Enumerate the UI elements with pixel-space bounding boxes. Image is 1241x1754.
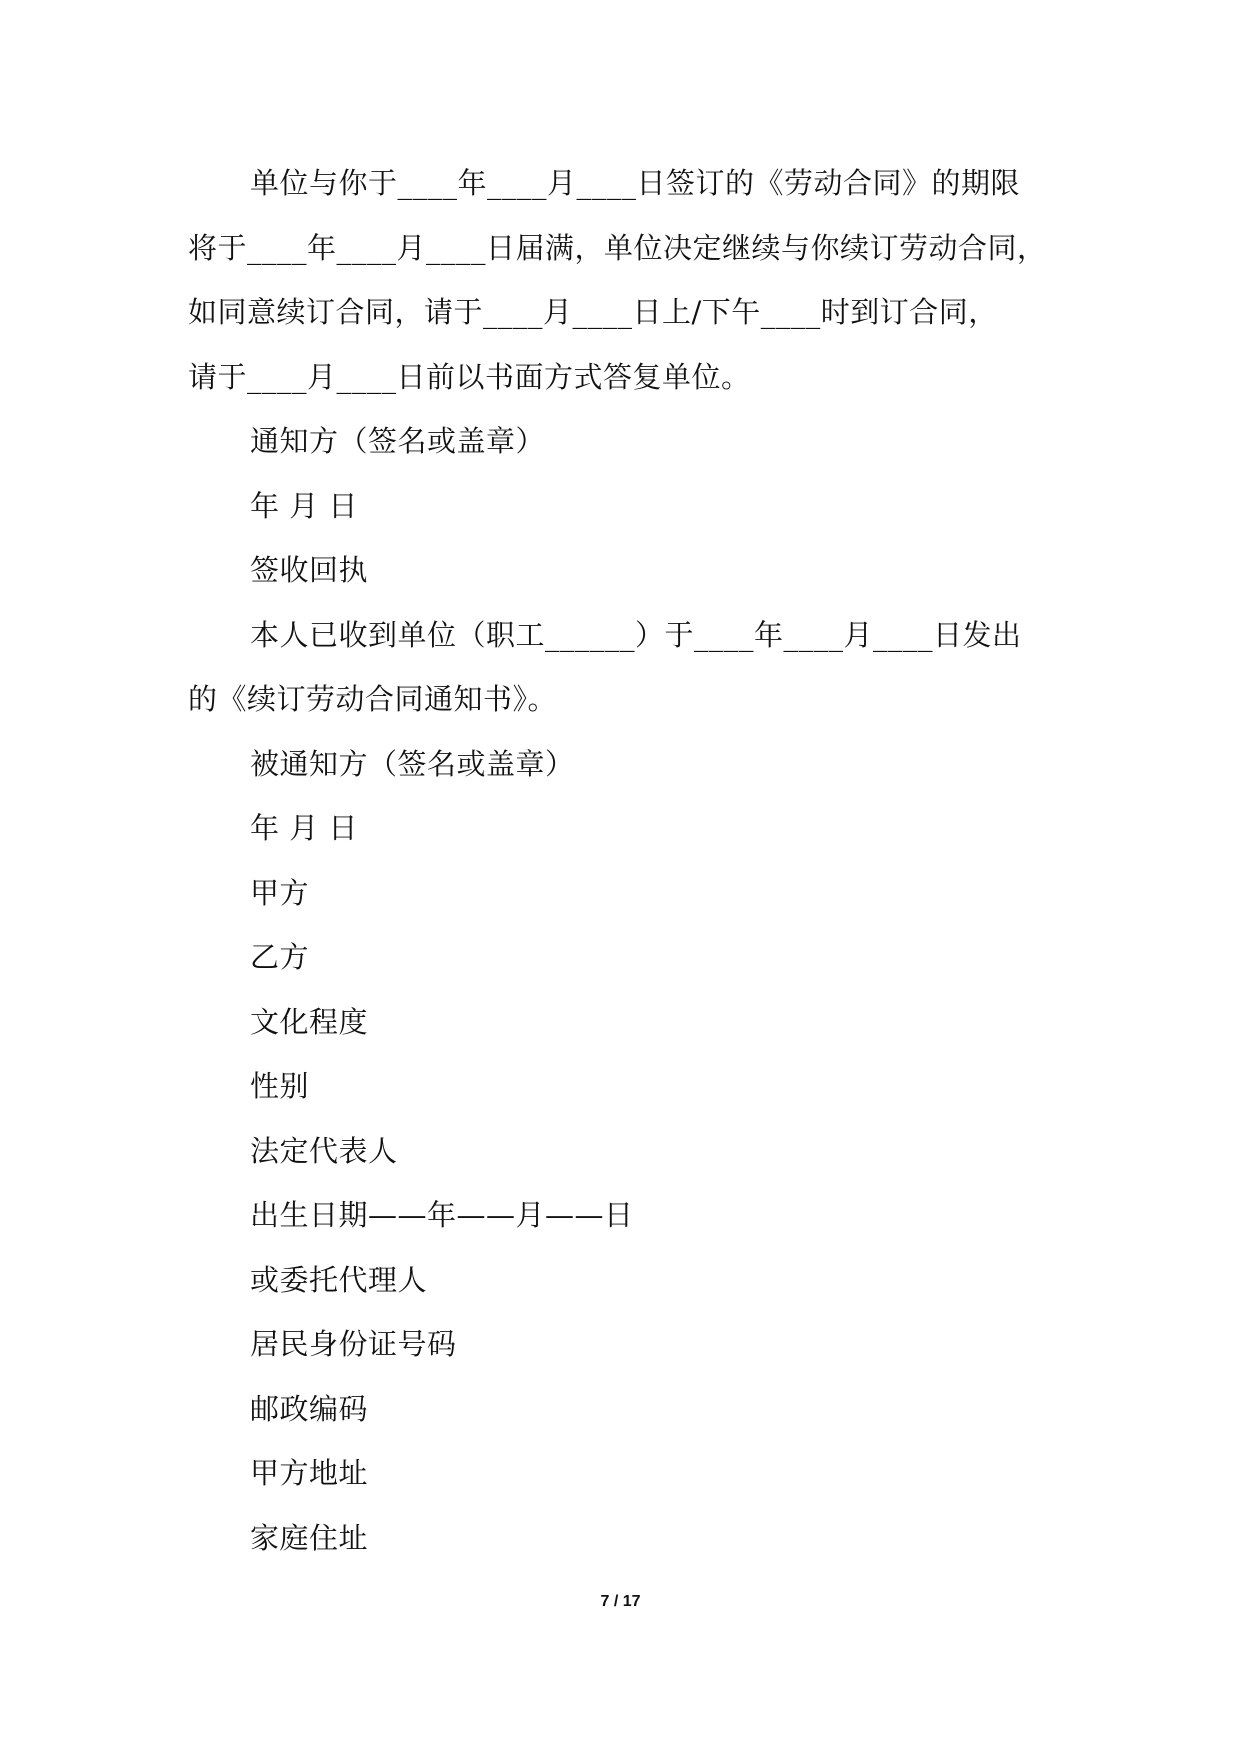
field-label-party-b: 乙方	[250, 940, 310, 974]
field-label-id-number: 居民身份证号码	[250, 1327, 457, 1361]
field-label-gender: 性别	[250, 1069, 310, 1103]
field-label-education: 文化程度	[250, 1005, 369, 1039]
paragraph-line: 将于____年____月____日届满，单位决定继续与你续订劳动合同，	[188, 231, 1047, 265]
paragraph-line: 本人已收到单位（职工______）于____年____月____日发出	[250, 618, 1022, 652]
field-label-postal-code: 邮政编码	[250, 1392, 369, 1426]
paragraph-line: 的《续订劳动合同通知书》。	[188, 682, 558, 716]
notified-signature-label: 被通知方（签名或盖章）	[250, 747, 575, 781]
paragraph-line: 单位与你于____年____月____日签订的《劳动合同》的期限	[250, 166, 1021, 200]
field-label-party-a: 甲方	[250, 876, 310, 910]
notifier-signature-label: 通知方（签名或盖章）	[250, 424, 546, 458]
page-number: 7 / 17	[600, 1593, 641, 1610]
field-label-legal-rep: 法定代表人	[250, 1134, 398, 1168]
date-line: 年 月 日	[250, 811, 358, 845]
receipt-heading: 签收回执	[250, 553, 369, 587]
date-line: 年 月 日	[250, 489, 358, 523]
paragraph-line: 如同意续订合同，请于____月____日上/下午____时到订合同，	[188, 295, 998, 329]
field-label-home-address: 家庭住址	[250, 1521, 369, 1555]
field-label-agent: 或委托代理人	[250, 1263, 428, 1297]
paragraph-line: 请于____月____日前以书面方式答复单位。	[188, 360, 751, 394]
field-label-birth-date: 出生日期——年——月——日	[250, 1198, 634, 1232]
field-label-party-a-address: 甲方地址	[250, 1456, 369, 1490]
